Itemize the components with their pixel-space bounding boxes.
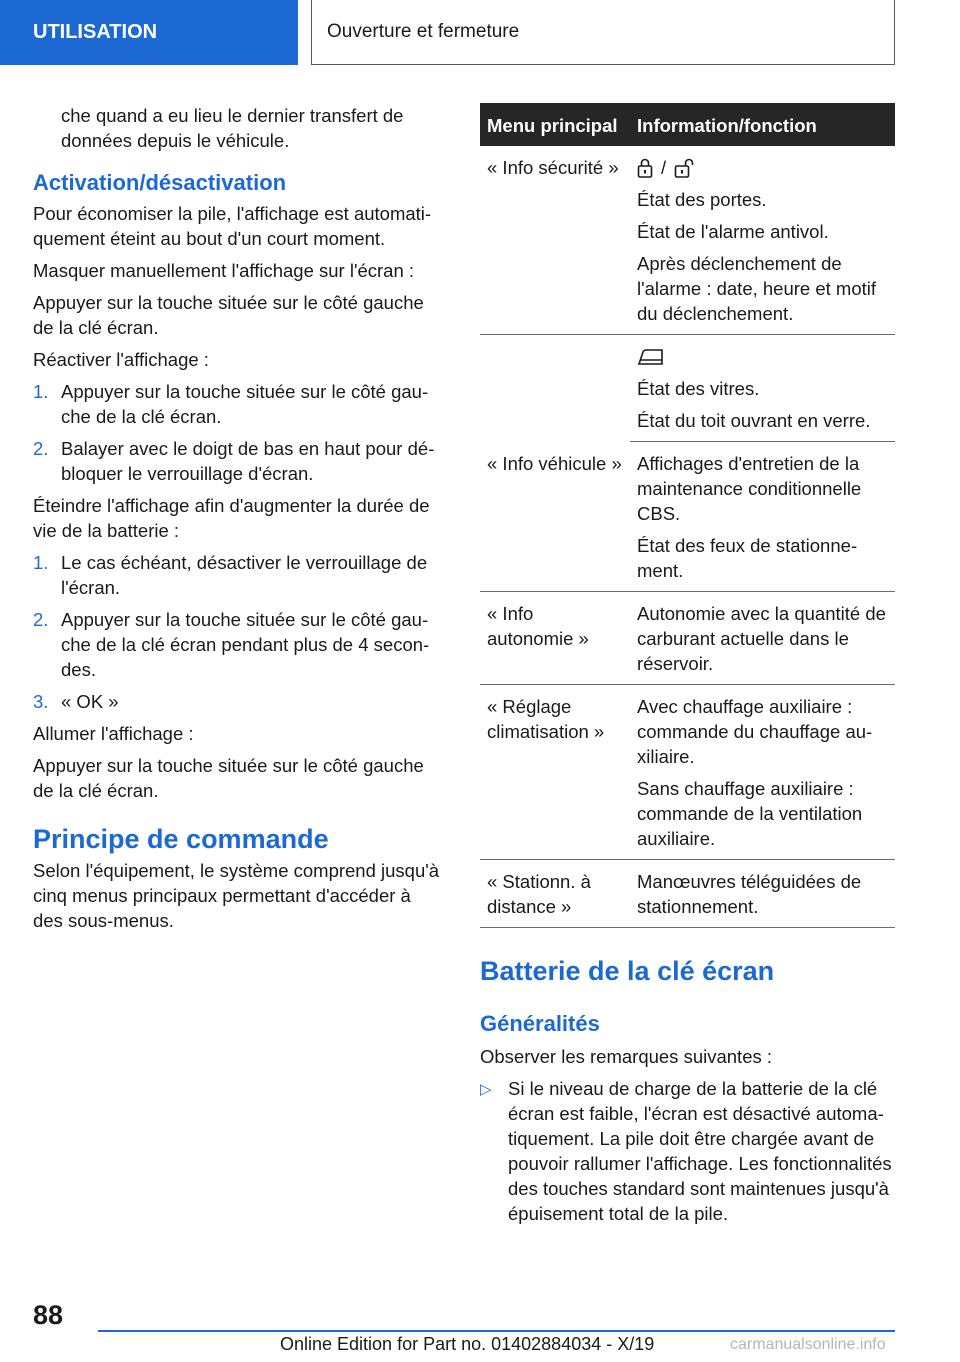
list-item bbox=[33, 550, 443, 600]
info-line: Affichages d'entretien de la maintenance conditionnelle CBS. bbox=[637, 453, 862, 524]
step-list bbox=[33, 379, 443, 486]
paragraph: Pour économiser la pile, l'affichage est automatiquement éteint au bout d'un court moment. bbox=[33, 203, 432, 249]
menu-cell: « Info véhicule » bbox=[480, 442, 630, 592]
info-cell bbox=[630, 146, 895, 335]
paragraph: Allumer l'affichage : bbox=[33, 723, 194, 744]
info-line: État du toit ouvrant en verre. bbox=[637, 410, 871, 431]
info-line: Autonomie avec la quantité de carburant actuelle dans le réservoir. bbox=[637, 603, 886, 674]
edition-text: Online Edition for Part no. 01402884034 - X/19 bbox=[280, 1334, 655, 1354]
info-line: État des feux de stationnement. bbox=[637, 535, 858, 581]
info-cell bbox=[630, 592, 895, 685]
paragraph: Appuyer sur la touche située sur le côté gauche de la clé écran. bbox=[33, 755, 424, 801]
footer-rule bbox=[98, 1330, 895, 1332]
info-cell bbox=[630, 860, 895, 928]
list-item bbox=[480, 1076, 895, 1226]
intro-paragraph: che quand a eu lieu le dernier transfert de données depuis le véhicule. bbox=[61, 105, 404, 151]
triangle-bullet-icon: ▷ bbox=[480, 1081, 492, 1098]
step-text: Appuyer sur la touche située sur le côté gauche de la clé écran pendant plus de 4 secondes. bbox=[61, 609, 430, 680]
step-list bbox=[33, 550, 443, 714]
paragraph: Selon l'équipement, le système comprend jusqu'à cinq menus principaux permettant d'accéder à des sous-menus. bbox=[33, 860, 440, 931]
lock-open-icon bbox=[674, 157, 702, 179]
step-text: « OK » bbox=[61, 691, 119, 712]
battery-heading: Batterie de la clé écran bbox=[480, 956, 775, 986]
table-row bbox=[480, 146, 895, 335]
table-row bbox=[480, 592, 895, 685]
paragraph: Masquer manuellement l'affichage sur l'écran : bbox=[33, 260, 415, 281]
list-item bbox=[33, 379, 443, 429]
icon-separator: / bbox=[661, 157, 667, 178]
lock-closed-icon bbox=[637, 157, 653, 179]
info-cell bbox=[630, 335, 895, 442]
table-header-cell: Menu principal bbox=[480, 103, 630, 146]
menu-cell: « Réglage climatisation » bbox=[480, 685, 630, 860]
step-number: 1. bbox=[33, 552, 49, 573]
info-line: Après déclenchement de l'alarme : date, heure et motif du déclenchement. bbox=[637, 253, 877, 324]
info-line: Sans chauffage auxiliaire : commande de la ventilation auxiliaire. bbox=[637, 778, 863, 849]
info-line: Avec chauffage auxiliaire : commande du chauffage auxiliaire. bbox=[637, 696, 873, 767]
icon-line bbox=[637, 344, 888, 369]
step-text: Le cas échéant, désactiver le verrouillage de l'écran. bbox=[61, 552, 428, 598]
table-row bbox=[480, 860, 895, 928]
principle-heading: Principe de commande bbox=[33, 824, 329, 854]
step-number: 2. bbox=[33, 438, 49, 459]
info-cell bbox=[630, 685, 895, 860]
paragraph: Éteindre l'affichage afin d'augmenter la durée de vie de la batterie : bbox=[33, 495, 430, 541]
paragraph: Appuyer sur la touche située sur le côté gauche de la clé écran. bbox=[33, 292, 424, 338]
paragraph: Réactiver l'affichage : bbox=[33, 349, 209, 370]
step-number: 2. bbox=[33, 609, 49, 630]
info-line: État des portes. bbox=[637, 189, 767, 210]
info-cell bbox=[630, 442, 895, 592]
step-number: 1. bbox=[33, 381, 49, 402]
menu-cell: « Info autonomie » bbox=[480, 592, 630, 685]
info-line: État de l'alarme antivol. bbox=[637, 221, 829, 242]
left-column bbox=[33, 103, 443, 940]
info-line: État des vitres. bbox=[637, 378, 760, 399]
info-line: Manœuvres téléguidées de stationnement. bbox=[637, 871, 862, 917]
menu-cell: « Stationn. à distance » bbox=[480, 860, 630, 928]
chapter-title: Ouverture et fermeture bbox=[311, 0, 895, 65]
paragraph: Observer les remarques suivantes : bbox=[480, 1046, 773, 1067]
list-item bbox=[33, 689, 443, 714]
step-text: Appuyer sur la touche située sur le côté gauche de la clé écran. bbox=[61, 381, 429, 427]
step-text: Balayer avec le doigt de bas en haut pour débloquer le verrouillage d'écran. bbox=[61, 438, 435, 484]
general-heading: Généralités bbox=[480, 1011, 600, 1036]
table-header-cell: Information/fonction bbox=[630, 103, 895, 146]
section-tab: UTILISATION bbox=[0, 0, 298, 65]
window-icon bbox=[637, 346, 665, 368]
menu-cell: « Info sécurité » bbox=[480, 146, 630, 335]
activation-heading: Activation/désactivation bbox=[33, 170, 287, 195]
bullet-text: Si le niveau de charge de la batterie de la clé écran est faible, l'écran est désactivé automatiquement. La pile doit être chargée avant de pouvoir rallumer l'affichage. Les fonctionnalités des touches standard sont maintenues jusqu'à épuisement total de la pile. bbox=[508, 1078, 892, 1224]
right-column bbox=[480, 103, 895, 1233]
menu-cell bbox=[480, 335, 630, 442]
table-header-row bbox=[480, 103, 895, 146]
page-number: 88 bbox=[33, 1300, 64, 1330]
list-item bbox=[33, 436, 443, 486]
table-row bbox=[480, 442, 895, 592]
step-number: 3. bbox=[33, 691, 49, 712]
bullet-list bbox=[480, 1076, 895, 1226]
list-item bbox=[33, 607, 443, 682]
icon-line bbox=[637, 155, 888, 180]
menu-table bbox=[480, 103, 895, 928]
table-row bbox=[480, 335, 895, 442]
table-row bbox=[480, 685, 895, 860]
watermark: carmanualsonline.info bbox=[730, 1336, 886, 1353]
